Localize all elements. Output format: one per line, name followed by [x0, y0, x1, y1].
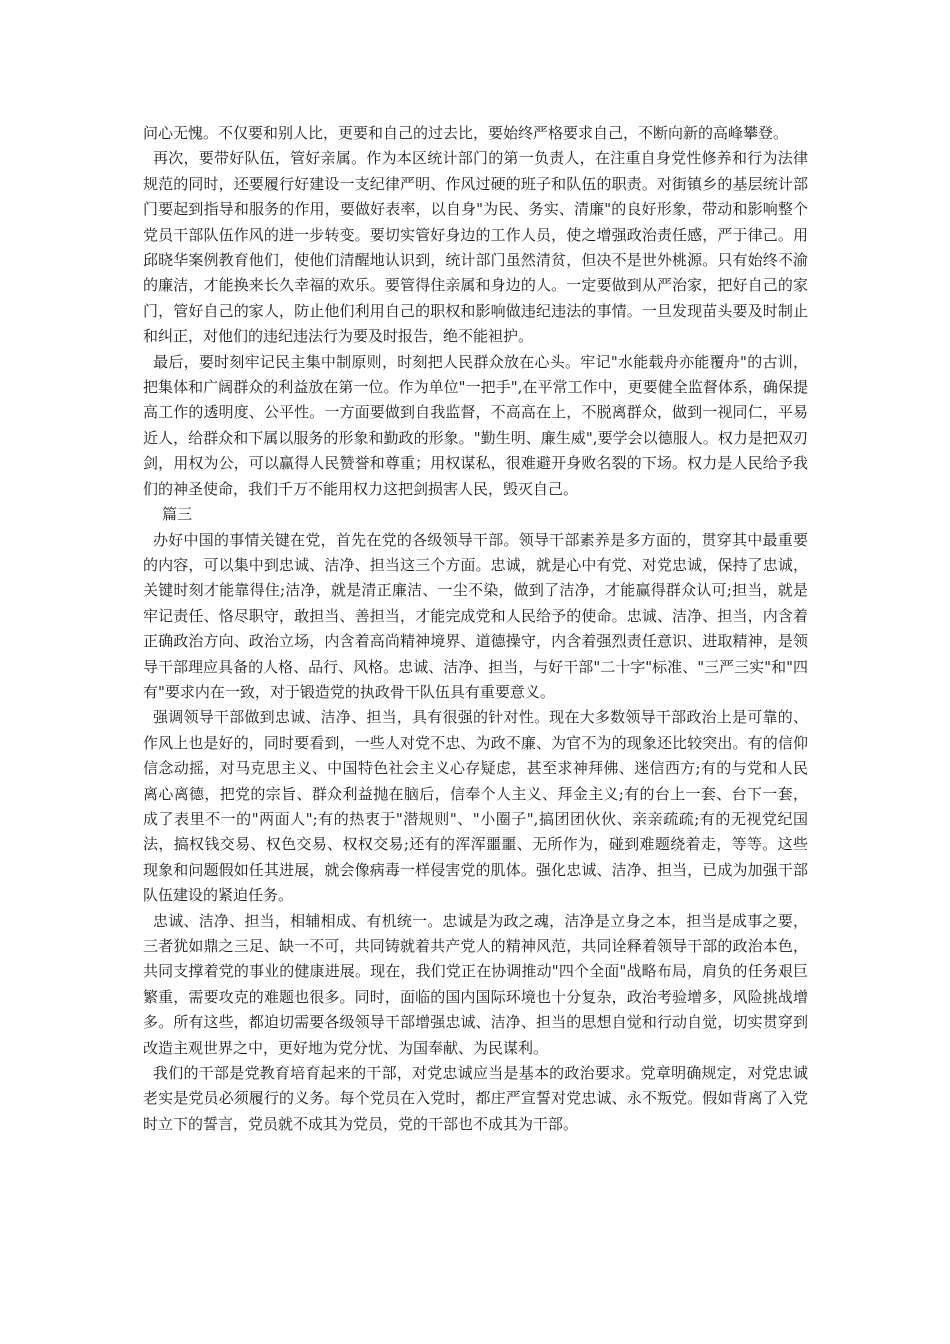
paragraph-2: 再次，要带好队伍，管好亲属。作为本区统计部门的第一负责人，在注重自身党性修养和行为法律规范的同时，还要履行好建设一支纪律严明、作风过硬的班子和队伍的职责。对街镇乡的基层统计部门要起到指导和服务的作用，要做好表率，以自身"为民、务实、清廉"的良好形象，带动和影响整个党员干部队伍作风的进一步转变。要切实管好身边的工作人员，使之增强政治责任感，严于律己。用邱晓华案例教育他们，使他们清醒地认识到，统计部门虽然清贫，但决不是世外桃源。只有始终不渝的廉洁，才能换来长久幸福的欢乐。要管得住亲属和身边的人。一定要做到从严治家，把好自己的家门，管好自己的家人，防止他们利用自己的职权和影响做违纪违法的事情。一旦发现苗头要及时制止和纠正，对他们的违纪违法行为要及时报告，绝不能袒护。 [143, 149, 808, 346]
paragraph-3: 最后，要时刻牢记民主集中制原则，时刻把人民群众放在心头。牢记"水能载舟亦能覆舟"的古训，把集体和广阔群众的利益放在第一位。作为单位"一把手",在平常工作中，更要健全监督体系，确保提高工作的透明度、公平性。一方面要做到自我监督，不高高在上，不脱离群众，做到一视同仁，平易近人，给群众和下属以服务的形象和勤政的形象。"勤生明、廉生威",要学会以德服人。权力是把双刃剑，用权为公，可以赢得人民赞誉和尊重；用权谋私，很难避开身败名裂的下场。权力是人民给予我们的神圣使命，我们千万不能用权力这把剑损害人民，毁灭自己。 [143, 352, 808, 498]
section-paragraph-1: 办好中国的事情关键在党，首先在党的各级领导干部。领导干部素养是多方面的，贯穿其中最重要的内容，可以集中到忠诚、洁净、担当这三个方面。忠诚，就是心中有党、对党忠诚，保持了忠诚，关键时刻才能靠得住;洁净，就是清正廉洁、一尘不染，做到了洁净，才能赢得群众认可;担当，就是牢记责任、恪尽职守，敢担当、善担当，才能完成党和人民给予的使命。忠诚、洁净、担当，内含着正确政治方向、政治立场，内含着高尚精神境界、道德操守，内含着强烈责任意识、进取精神，是领导干部理应具备的人格、品行、风格。忠诚、洁净、担当，与好干部"二十字"标准、"三严三实"和"四有"要求内在一致，对于锻造党的执政骨干队伍具有重要意义。 [143, 530, 808, 701]
section-paragraph-4: 我们的干部是党教育培育起来的干部，对党忠诚应当是基本的政治要求。党章明确规定，对党忠诚老实是党员必须履行的义务。每个党员在入党时，都庄严宣誓对党忠诚、永不叛党。假如背离了入党时立下的誓言，党员就不成其为党员，党的干部也不成其为干部。 [143, 1064, 808, 1133]
section-heading [143, 502, 808, 527]
paragraph-1: 问心无愧。不仅要和别人比，更要和自己的过去比，要始终严格要求自己，不断向新的高峰攀登。 [143, 124, 789, 142]
section-paragraph-2: 强调领导干部做到忠诚、洁净、担当，具有很强的针对性。现在大多数领导干部政治上是可靠的、作风上也是好的，同时要看到，一些人对党不忠、为政不廉、为官不为的现象还比较突出。有的信仰信念动摇，对马克思主义、中国特色社会主义心存疑虑，甚至求神拜佛、迷信西方;有的与党和人民离心离德，把党的宗旨、群众利益抛在脑后，信奉个人主义、拜金主义;有的台上一套、台下一套，成了表里不一的"两面人";有的热衷于"潜规则"、"小圈子",搞团团伙伙、亲亲疏疏;有的无视党纪国法，搞权钱交易、权色交易、权权交易;还有的浑浑噩噩、无所作为，碰到难题绕着走，等等。这些现象和问题假如任其进展，就会像病毒一样侵害党的肌体。强化忠诚、洁净、担当，已成为加强干部队伍建设的紧迫任务。 [143, 708, 808, 905]
section-heading-text: 篇三 [162, 505, 193, 524]
section-paragraph-3: 忠诚、洁净、担当，相辅相成、有机统一。忠诚是为政之魂，洁净是立身之本，担当是成事之要，三者犹如鼎之三足、缺一不可，共同铸就着共产党人的精神风范，共同诠释着领导干部的政治本色，共同支撑着党的事业的健康进展。现在，我们党正在协调推动"四个全面"战略布局，肩负的任务艰巨繁重，需要攻克的难题也很多。同时，面临的国内国际环境也十分复杂，政治考验增多，风险挑战增多。所有这些，都迫切需要各级领导干部增强忠诚、洁净、担当的思想自觉和行动自觉，切实贯穿到改造主观世界之中，更好地为党分忧、为国奉献、为民谋利。 [143, 911, 808, 1057]
document-body [143, 121, 808, 1137]
